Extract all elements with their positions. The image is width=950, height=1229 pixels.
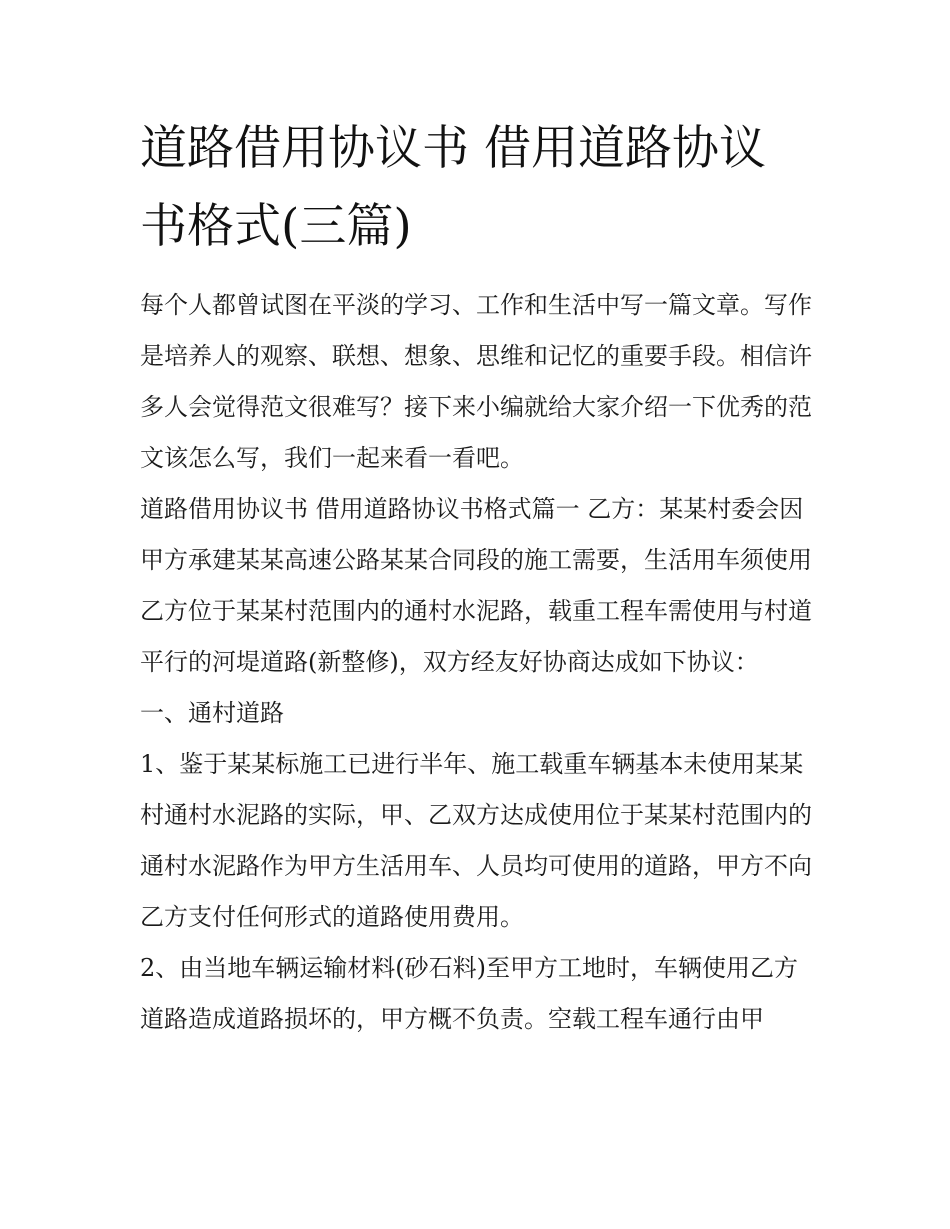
clause-1-paragraph: 1、鉴于某某标施工已进行半年、施工载重车辆基本未使用某某村通村水泥路的实际，甲、乙双方达成使用位于某某村范围内的通村水泥路作为甲方生活用车、人员均可使用的道路，甲方不向乙方支付任何形式的道路使用费用。 (140, 750, 812, 931)
clause-2-paragraph: 2、由当地车辆运输材料(砂石料)至甲方工地时，车辆使用乙方道路造成道路损坏的，甲方概不负责。空载工程车通行由甲 (140, 954, 798, 1033)
agreement-preamble-paragraph: 道路借用协议书 借用道路协议书格式篇一 乙方：某某村委会因甲方承建某某高速公路某某合同段的施工需要，生活用车须使用乙方位于某某村范围内的通村水泥路，载重工程车需使用与村道平行的河堤道路(新整修)，双方经友好协商达成如下协议： (140, 495, 812, 676)
document-title: 道路借用协议书 借用道路协议书格式(三篇) (140, 121, 766, 254)
intro-paragraph: 每个人都曾试图在平淡的学习、工作和生活中写一篇文章。写作是培养人的观察、联想、想象、思维和记忆的重要手段。相信许多人会觉得范文很难写？接下来小编就给大家介绍一下优秀的范文该怎么写，我们一起来看一看吧。 (140, 291, 812, 472)
section-heading-village-road: 一、通村道路 (140, 699, 284, 727)
document-body (140, 110, 812, 1045)
